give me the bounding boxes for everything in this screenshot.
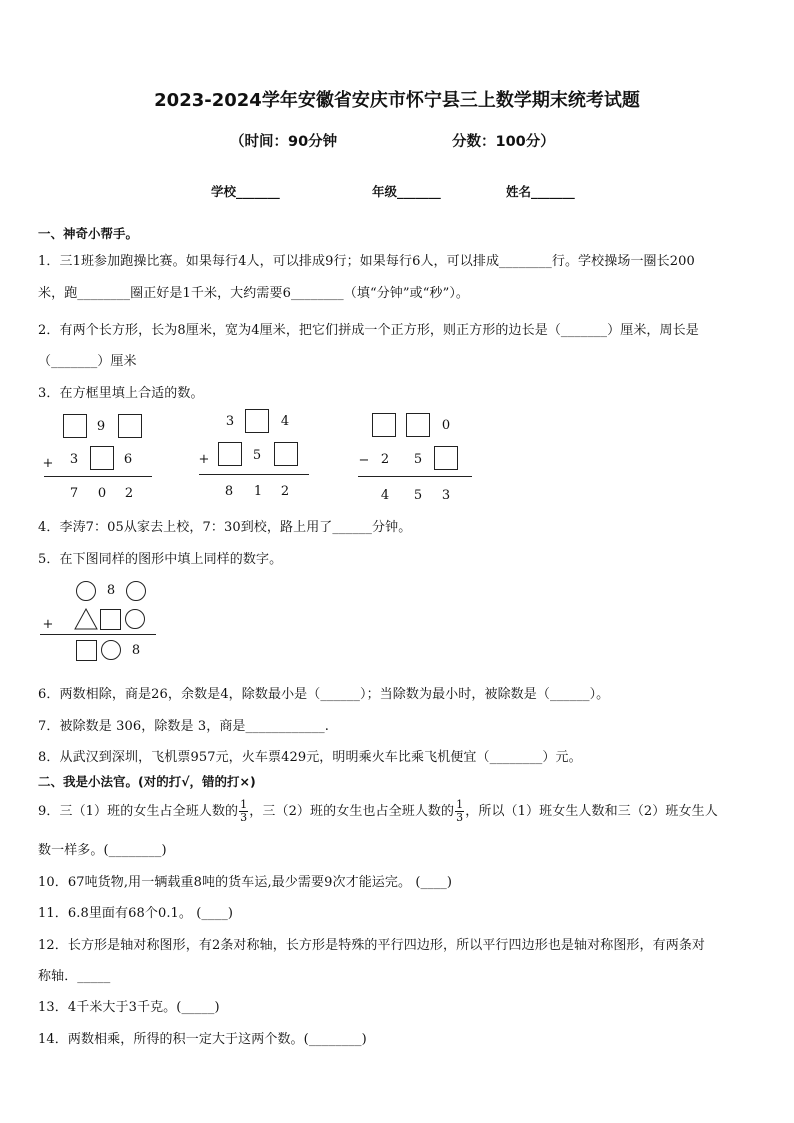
circle-shape[interactable] (125, 609, 145, 629)
question-2-line-2: （_______）厘米 (38, 354, 137, 369)
digit: 3 (225, 414, 235, 429)
digit: 5 (413, 452, 423, 467)
digit: 4 (380, 488, 390, 503)
answer-box[interactable] (274, 442, 298, 466)
answer-box[interactable] (63, 414, 87, 438)
digit: 9 (96, 419, 106, 434)
question-13-text: 13．4千米大于3千克。(_____) (38, 1000, 220, 1015)
plus-sign: + (42, 456, 54, 471)
digit: 7 (69, 486, 79, 501)
digit: 0 (441, 418, 451, 433)
sum-line (199, 474, 309, 475)
fraction-one-third: $\frac{1}{3}$ (240, 798, 248, 824)
school-field[interactable]: 学校_______ (211, 184, 280, 199)
plus-sign: + (198, 452, 210, 467)
question-4-text: 4．李涛7：05从家去上校，7：30到校，路上用了______分钟。 (38, 520, 412, 535)
answer-box[interactable] (434, 446, 458, 470)
square-shape[interactable] (76, 640, 97, 661)
question-9-line-2: 数一样多。(________) (38, 843, 167, 858)
digit: 8 (106, 583, 116, 598)
digit: 8 (224, 484, 234, 499)
digit: 0 (97, 486, 107, 501)
exam-time: （时间：90分钟 (230, 134, 338, 150)
triangle-shape[interactable] (74, 608, 98, 630)
question-1-line-1: 1．三1班参加跑操比赛。如果每行4人，可以排成9行；如果每行6人，可以排成________行。学校操场一圈长200 (38, 254, 695, 269)
question-9-line-1 (38, 795, 718, 829)
digit: 5 (413, 488, 423, 503)
question-6-text: 6．两数相除，商是26，余数是4，除数最小是（______）；当除数为最小时，被除数是（______）。 (38, 687, 610, 702)
question-3-text: 3．在方框里填上合适的数。 (38, 386, 204, 401)
section-heading-1: 一、神奇小帮手。 (38, 226, 139, 241)
answer-box[interactable] (90, 446, 114, 470)
digit: 4 (280, 414, 290, 429)
answer-box[interactable] (218, 442, 242, 466)
question-11-text: 11．6.8里面有68个0.1。 (____) (38, 906, 234, 921)
answer-box[interactable] (372, 413, 396, 437)
circle-shape[interactable] (76, 581, 96, 601)
exam-score: 分数：100分） (452, 134, 555, 150)
answer-box[interactable] (245, 409, 269, 433)
page-title: 2023-2024学年安徽省安庆市怀宁县三上数学期末统考试题 (154, 90, 640, 111)
digit: 1 (253, 484, 263, 499)
digit: 2 (380, 452, 390, 467)
question-9-part-3: ，所以（1）班女生人数和三（2）班女生人 (465, 804, 718, 819)
digit: 5 (252, 448, 262, 463)
answer-box[interactable] (118, 414, 142, 438)
question-5-text: 5．在下图同样的图形中填上同样的数字。 (38, 552, 283, 567)
sum-line (44, 476, 152, 477)
digit: 2 (124, 486, 134, 501)
digit: 6 (123, 452, 133, 467)
question-10-text: 10．67吨货物,用一辆载重8吨的货车运,最少需要9次才能运完。 (____) (38, 875, 453, 890)
difference-line (358, 476, 472, 477)
section-heading-2: 二、我是小法官。(对的打√，错的打×) (38, 774, 256, 789)
question-7-text: 7．被除数是 306，除数是 3，商是____________. (38, 719, 329, 734)
square-shape[interactable] (100, 609, 121, 630)
question-8-text: 8．从武汉到深圳，飞机票957元，火车票429元，明明乘火车比乘飞机便宜（________）元。 (38, 750, 582, 765)
digit: 2 (280, 484, 290, 499)
question-9-part-2: ，三（2）班的女生也占全班人数的 (249, 804, 455, 819)
circle-shape[interactable] (126, 581, 146, 601)
question-12-line-2: 称轴．_____ (38, 969, 111, 984)
circle-shape[interactable] (101, 640, 121, 660)
question-2-line-1: 2．有两个长方形，长为8厘米，宽为4厘米，把它们拼成一个正方形，则正方形的边长是（_______）厘米，周长是 (38, 323, 699, 338)
question-1-line-2: 米，跑________圈正好是1千米，大约需要6________（填“分钟”或“秒”）。 (38, 286, 470, 301)
digit: 3 (441, 488, 451, 503)
fraction-one-third: $\frac{1}{3}$ (456, 798, 464, 824)
question-12-line-1: 12．长方形是轴对称图形，有2条对称轴，长方形是特殊的平行四边形，所以平行四边形也是轴对称图形，有两条对 (38, 938, 706, 953)
name-field[interactable]: 姓名_______ (506, 184, 575, 199)
sum-line (40, 634, 156, 635)
digit: 3 (69, 452, 79, 467)
answer-box[interactable] (406, 413, 430, 437)
minus-sign: − (358, 453, 370, 468)
digit: 8 (131, 643, 141, 658)
question-14-text: 14．两数相乘，所得的积一定大于这两个数。(________) (38, 1032, 367, 1047)
plus-sign: + (42, 617, 54, 632)
question-9-part-1: 9．三（1）班的女生占全班人数的 (38, 804, 239, 819)
grade-field[interactable]: 年级_______ (372, 184, 441, 199)
